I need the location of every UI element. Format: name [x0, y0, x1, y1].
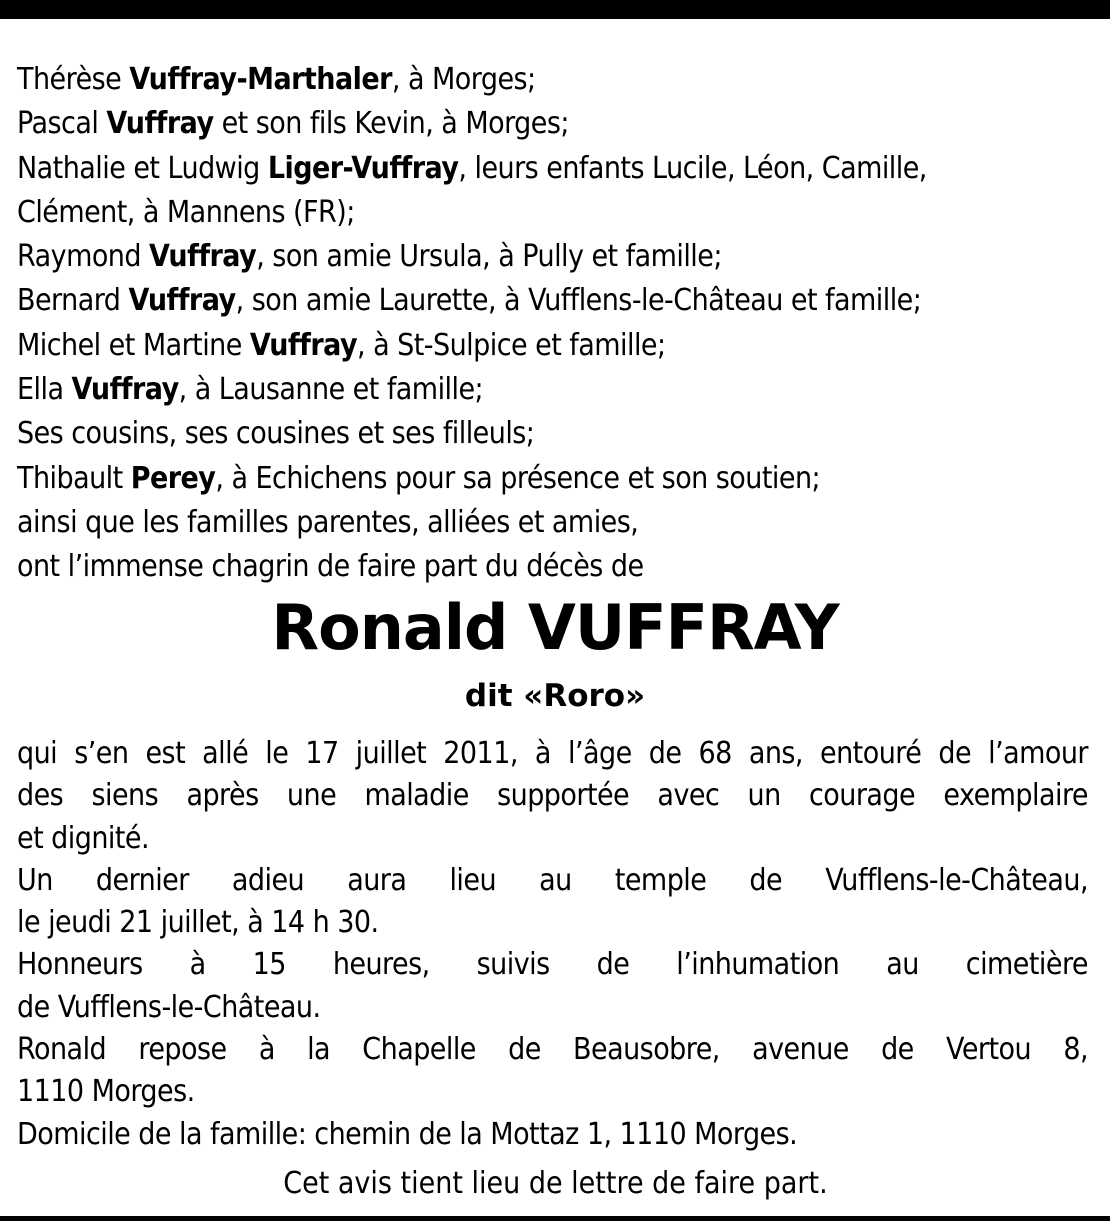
announcement-body	[17, 733, 1088, 1156]
family-line: Raymond Vuffray, son amie Ursula, à Pully et famille;	[17, 239, 722, 275]
family-line: Ella Vuffray, à Lausanne et famille;	[17, 372, 484, 408]
body-line: et dignité.	[17, 820, 150, 856]
footer-text: Cet avis tient lieu de lettre de faire part.	[282, 1166, 828, 1201]
body-line: le jeudi 21 juillet, à 14 h 30.	[17, 905, 379, 941]
body-line: des siens après une maladie supportée avec un courage exemplaire	[17, 778, 1088, 814]
top-rule	[0, 0, 1110, 19]
family-line: ainsi que les familles parentes, alliées et amies,	[17, 504, 639, 540]
family-line: Nathalie et Ludwig Liger-Vuffray, leurs enfants Lucile, Léon, Camille,	[17, 150, 927, 186]
family-line: Clément, à Mannens (FR);	[17, 194, 355, 230]
family-list	[17, 58, 1089, 590]
family-line: Pascal Vuffray et son fils Kevin, à Morges;	[17, 106, 569, 142]
nickname: dit «Roro»	[464, 678, 646, 714]
deceased-name: Ronald VUFFRAY	[271, 591, 839, 664]
family-line: Bernard Vuffray, son amie Laurette, à Vufflens-le-Château et famille;	[17, 283, 922, 319]
body-line: Honneurs à 15 heures, suivis de l’inhumation au cimetière	[17, 947, 1088, 983]
footer-note	[0, 1162, 1110, 1206]
body-line: Ronald repose à la Chapelle de Beausobre, avenue de Vertou 8,	[17, 1032, 1088, 1068]
family-line: Michel et Martine Vuffray, à St-Sulpice et famille;	[17, 327, 666, 363]
body-line: de Vufflens-le-Château.	[17, 989, 321, 1025]
family-line: Thérèse Vuffray-Marthaler, à Morges;	[17, 62, 536, 97]
family-line: Thibault Perey, à Echichens pour sa présence et son soutien;	[17, 460, 821, 496]
body-line: Un dernier adieu aura lieu au temple de Vufflens-le-Château,	[17, 862, 1088, 898]
family-line: ont l’immense chagrin de faire part du décès de	[17, 549, 644, 585]
body-line: 1110 Morges.	[17, 1074, 195, 1110]
body-line: qui s’en est allé le 17 juillet 2011, à l’âge de 68 ans, entouré de l’amour	[17, 736, 1088, 771]
family-line: Ses cousins, ses cousines et ses filleuls;	[17, 416, 535, 452]
body-line: Domicile de la famille: chemin de la Mottaz 1, 1110 Morges.	[17, 1116, 798, 1152]
bottom-rule	[0, 1216, 1110, 1221]
